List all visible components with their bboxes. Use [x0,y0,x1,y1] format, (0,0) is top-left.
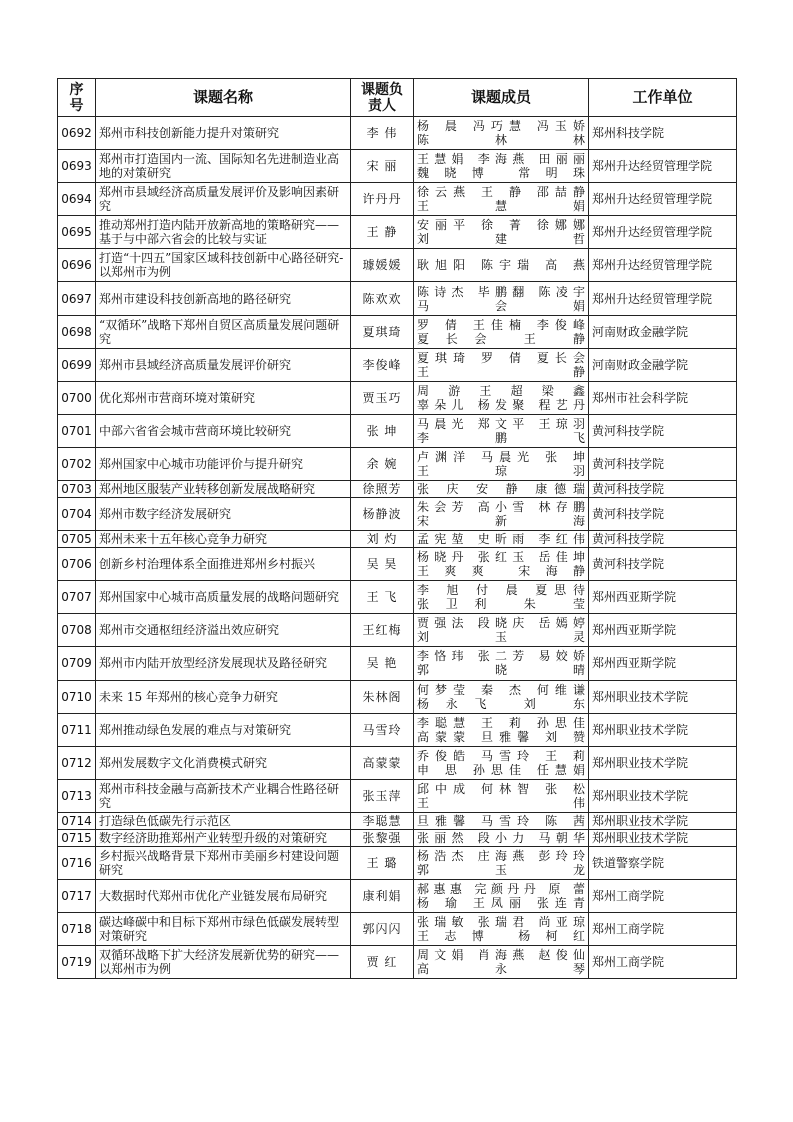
member-line: 陈林林 [417,133,585,148]
member-line: 陈诗杰 毕鹏翻 陈凌宇 [417,284,585,299]
table-row [58,150,737,183]
table-row [58,779,737,812]
work-unit: 郑州职业技术学院 [589,746,737,779]
member-line: 高蒙蒙 旦雅馨 刘 赞 [417,729,585,744]
table-row [58,713,737,746]
project-title: 郑州市数字经济发展研究 [96,498,351,531]
project-title: 郑州市打造国内一流、国际知名先进制造业高地的对策研究 [96,150,351,183]
row-number: 0704 [58,498,96,531]
table-row [58,414,737,447]
work-unit: 黄河科技学院 [589,447,737,480]
project-lead: 康利娟 [351,879,414,912]
project-members [414,548,589,581]
work-unit: 黄河科技学院 [589,414,737,447]
member-line: 刘玉灵 [417,630,585,645]
project-members [414,746,589,779]
project-lead: 贾玉巧 [351,381,414,414]
member-line: 张卫利 朱 莹 [417,597,585,612]
project-title: 创新乡村治理体系全面推进郑州乡村振兴 [96,548,351,581]
table-row [58,498,737,531]
project-members [414,680,589,713]
member-line: 王琼羽 [417,463,585,478]
project-title: 未来 15 年郑州的核心竞争力研究 [96,680,351,713]
work-unit: 铁道警察学院 [589,846,737,879]
table-row [58,381,737,414]
project-members [414,381,589,414]
row-number: 0717 [58,879,96,912]
table-row [58,481,737,498]
member-line: 辜朵儿 杨发聚 程艺丹 [417,397,585,412]
project-lead: 杨静波 [351,498,414,531]
project-title: 大数据时代郑州市优化产业链发展布局研究 [96,879,351,912]
project-lead: 王 璐 [351,846,414,879]
member-line: 张瑞敏 张瑞君 尚亚琼 [417,915,585,930]
header-no: 序号 [58,79,96,117]
project-title: 郑州地区服装产业转移创新发展战略研究 [96,481,351,498]
project-members [414,581,589,614]
table-row [58,282,737,315]
row-number: 0698 [58,315,96,348]
project-title: 郑州发展数字文化消费模式研究 [96,746,351,779]
row-number: 0706 [58,548,96,581]
project-lead: 王 飞 [351,581,414,614]
project-title: 双循环战略下扩大经济发展新优势的研究——以郑州市为例 [96,946,351,979]
row-number: 0703 [58,481,96,498]
project-lead: 李聪慧 [351,812,414,829]
work-unit: 黄河科技学院 [589,531,737,548]
project-members [414,779,589,812]
table-row [58,117,737,150]
member-line: 刘建哲 [417,232,585,247]
project-members [414,647,589,680]
member-line: 何梦莹 秦 杰 何维谦 [417,682,585,697]
member-line: 夏长会 王 静 [417,331,585,346]
header-unit: 工作单位 [589,79,737,117]
member-line: 卢渊洋 马晨光 张 坤 [417,449,585,464]
project-title: 郑州国家中心城市功能评价与提升研究 [96,447,351,480]
project-lead: 余 婉 [351,447,414,480]
project-lead: 吴 艳 [351,647,414,680]
table-row [58,846,737,879]
work-unit: 郑州升达经贸管理学院 [589,249,737,282]
project-members [414,447,589,480]
project-table [57,78,737,979]
member-line: 李恪玮 张二芳 易姣娇 [417,649,585,664]
project-lead: 张 坤 [351,414,414,447]
project-members [414,498,589,531]
project-title: 郑州市科技创新能力提升对策研究 [96,117,351,150]
work-unit: 郑州职业技术学院 [589,829,737,846]
row-number: 0715 [58,829,96,846]
member-line: 李鹏飞 [417,430,585,445]
row-number: 0697 [58,282,96,315]
project-title: 数字经济助推郑州产业转型升级的对策研究 [96,829,351,846]
work-unit: 河南财政金融学院 [589,348,737,381]
member-line: 郭玉龙 [417,862,585,877]
table-row [58,680,737,713]
row-number: 0692 [58,117,96,150]
project-lead: 李俊峰 [351,348,414,381]
table-row [58,315,737,348]
header-members: 课题成员 [414,79,589,117]
project-members [414,117,589,150]
project-lead: 贾 红 [351,946,414,979]
project-title: 优化郑州市营商环境对策研究 [96,381,351,414]
project-title: 郑州未来十五年核心竞争力研究 [96,531,351,548]
project-members [414,946,589,979]
table-row [58,812,737,829]
work-unit: 郑州西亚斯学院 [589,647,737,680]
project-lead: 马雪玲 [351,713,414,746]
member-line: 马会娟 [417,298,585,313]
project-lead: 刘 灼 [351,531,414,548]
member-line: 马晨光 郑文平 王琼羽 [417,416,585,431]
table-row [58,879,737,912]
project-members [414,348,589,381]
row-number: 0699 [58,348,96,381]
project-members [414,812,589,829]
row-number: 0700 [58,381,96,414]
row-number: 0696 [58,249,96,282]
row-number: 0705 [58,531,96,548]
member-line: 王爽爽 宋海静 [417,564,585,579]
row-number: 0719 [58,946,96,979]
header-lead: 课题负责人 [351,79,414,117]
member-line: 郭晓晴 [417,663,585,678]
row-number: 0694 [58,183,96,216]
member-line: 王志博 杨柯红 [417,929,585,944]
work-unit: 郑州职业技术学院 [589,680,737,713]
member-line: 杨浩杰 庄海燕 彭玲玲 [417,848,585,863]
table-body [58,117,737,979]
work-unit: 郑州西亚斯学院 [589,614,737,647]
work-unit: 郑州升达经贸管理学院 [589,183,737,216]
table-row [58,447,737,480]
project-members [414,614,589,647]
table-row [58,829,737,846]
work-unit: 郑州科技学院 [589,117,737,150]
row-number: 0714 [58,812,96,829]
row-number: 0701 [58,414,96,447]
table-row [58,614,737,647]
project-lead: 李 伟 [351,117,414,150]
member-line: 周 游 王 超 梁 鑫 [417,383,585,398]
project-lead: 高蒙蒙 [351,746,414,779]
member-line: 乔俊皓 马雪玲 王 莉 [417,748,585,763]
member-line: 杨永飞 刘 东 [417,696,585,711]
member-line: 邱中成 何林智 张 松 [417,781,585,796]
table-row [58,581,737,614]
member-line: 王 静 [417,364,585,379]
member-line: 夏琪琦 罗 倩 夏长会 [417,350,585,365]
table-row [58,946,737,979]
row-number: 0716 [58,846,96,879]
member-line: 旦雅馨 马雪玲 陈 茜 [417,813,585,828]
project-lead: 吴 昊 [351,548,414,581]
row-number: 0693 [58,150,96,183]
project-title: 中部六省省会城市营商环境比较研究 [96,414,351,447]
member-line: 罗 倩 王佳楠 李俊峰 [417,317,585,332]
member-line: 安丽平 徐 菁 徐娜娜 [417,218,585,233]
member-line: 孟宪堃 史昕雨 李红伟 [417,532,585,547]
work-unit: 河南财政金融学院 [589,315,737,348]
project-title: 打造绿色低碳先行示范区 [96,812,351,829]
member-line: 徐云燕 王 静 邵喆静 [417,185,585,200]
work-unit: 郑州职业技术学院 [589,779,737,812]
work-unit: 郑州工商学院 [589,913,737,946]
project-members [414,414,589,447]
row-number: 0710 [58,680,96,713]
project-lead: 许丹丹 [351,183,414,216]
project-members [414,481,589,498]
member-line: 郝惠惠 完颜丹丹 原 蕾 [417,882,585,897]
project-lead: 朱林阁 [351,680,414,713]
project-lead: 郭闪闪 [351,913,414,946]
row-number: 0718 [58,913,96,946]
member-line: 张 庆 安 静 康德瑞 [417,482,585,497]
project-members [414,183,589,216]
project-members [414,315,589,348]
project-lead: 徐照芳 [351,481,414,498]
work-unit: 郑州升达经贸管理学院 [589,150,737,183]
row-number: 0708 [58,614,96,647]
member-line: 王慧娟 李海燕 田丽丽 [417,152,585,167]
table-row [58,548,737,581]
project-title: 郑州推动绿色发展的难点与对策研究 [96,713,351,746]
project-members [414,829,589,846]
work-unit: 黄河科技学院 [589,481,737,498]
header-row [58,79,737,117]
work-unit: 郑州西亚斯学院 [589,581,737,614]
project-lead: 夏琪琦 [351,315,414,348]
work-unit: 郑州升达经贸管理学院 [589,282,737,315]
row-number: 0712 [58,746,96,779]
work-unit: 郑州工商学院 [589,946,737,979]
project-members [414,249,589,282]
work-unit: 郑州职业技术学院 [589,713,737,746]
member-line: 杨 瑜 王凤丽 张连青 [417,896,585,911]
member-line: 贾强法 段晓庆 岳嫣婷 [417,616,585,631]
row-number: 0709 [58,647,96,680]
table-row [58,913,737,946]
row-number: 0695 [58,216,96,249]
work-unit: 郑州升达经贸管理学院 [589,216,737,249]
table-row [58,647,737,680]
work-unit: 黄河科技学院 [589,548,737,581]
project-title: 郑州市科技金融与高新技术产业耦合性路径研究 [96,779,351,812]
work-unit: 郑州工商学院 [589,879,737,912]
table-row [58,531,737,548]
member-line: 李聪慧 王 莉 孙思佳 [417,715,585,730]
project-title: 推动郑州打造内陆开放新高地的策略研究——基于与中部六省会的比较与实证 [96,216,351,249]
project-lead: 王 静 [351,216,414,249]
member-line: 王慧娟 [417,199,585,214]
row-number: 0702 [58,447,96,480]
project-lead: 宋 丽 [351,150,414,183]
project-members [414,913,589,946]
member-line: 高永琴 [417,962,585,977]
project-title: 打造“十四五”国家区域科技创新中心路径研究-以郑州市为例 [96,249,351,282]
member-line: 宋新海 [417,514,585,529]
member-line: 王 伟 [417,795,585,810]
project-members [414,879,589,912]
row-number: 0707 [58,581,96,614]
member-line: 申 思 孙思佳 任慧娟 [417,762,585,777]
table-row [58,348,737,381]
member-line: 张丽然 段小力 马朝华 [417,830,585,845]
project-members [414,150,589,183]
work-unit: 郑州职业技术学院 [589,812,737,829]
member-line: 杨晓丹 张红玉 岳佳坤 [417,550,585,565]
work-unit: 黄河科技学院 [589,498,737,531]
project-members [414,713,589,746]
project-members [414,282,589,315]
table-row [58,746,737,779]
project-members [414,846,589,879]
project-title: 郑州市县域经济高质量发展评价及影响因素研究 [96,183,351,216]
member-line: 魏晓博 常明珠 [417,166,585,181]
table-row [58,249,737,282]
project-title: 乡村振兴战略背景下郑州市美丽乡村建设问题研究 [96,846,351,879]
project-lead: 张玉萍 [351,779,414,812]
project-lead: 璩媛媛 [351,249,414,282]
row-number: 0713 [58,779,96,812]
project-members [414,216,589,249]
project-title: 郑州国家中心城市高质量发展的战略问题研究 [96,581,351,614]
project-members [414,531,589,548]
member-line: 杨 晨 冯巧慧 冯玉娇 [417,119,585,134]
project-title: 郑州市建设科技创新高地的路径研究 [96,282,351,315]
project-title: 碳达峰碳中和目标下郑州市绿色低碳发展转型对策研究 [96,913,351,946]
row-number: 0711 [58,713,96,746]
project-lead: 王红梅 [351,614,414,647]
work-unit: 郑州市社会科学院 [589,381,737,414]
member-line: 朱会芳 高小雪 林存鹏 [417,500,585,515]
project-title: 郑州市交通枢纽经济溢出效应研究 [96,614,351,647]
member-line: 耿旭阳 陈宇瑞 高 燕 [417,258,585,273]
member-line: 李 旭 付 晨 夏思待 [417,583,585,598]
member-line: 周文娟 肖海燕 赵俊仙 [417,948,585,963]
project-title: “双循环”战略下郑州自贸区高质量发展问题研究 [96,315,351,348]
header-title: 课题名称 [96,79,351,117]
project-title: 郑州市县域经济高质量发展评价研究 [96,348,351,381]
project-title: 郑州市内陆开放型经济发展现状及路径研究 [96,647,351,680]
table-row [58,216,737,249]
project-lead: 张黎强 [351,829,414,846]
project-lead: 陈欢欢 [351,282,414,315]
table-row [58,183,737,216]
